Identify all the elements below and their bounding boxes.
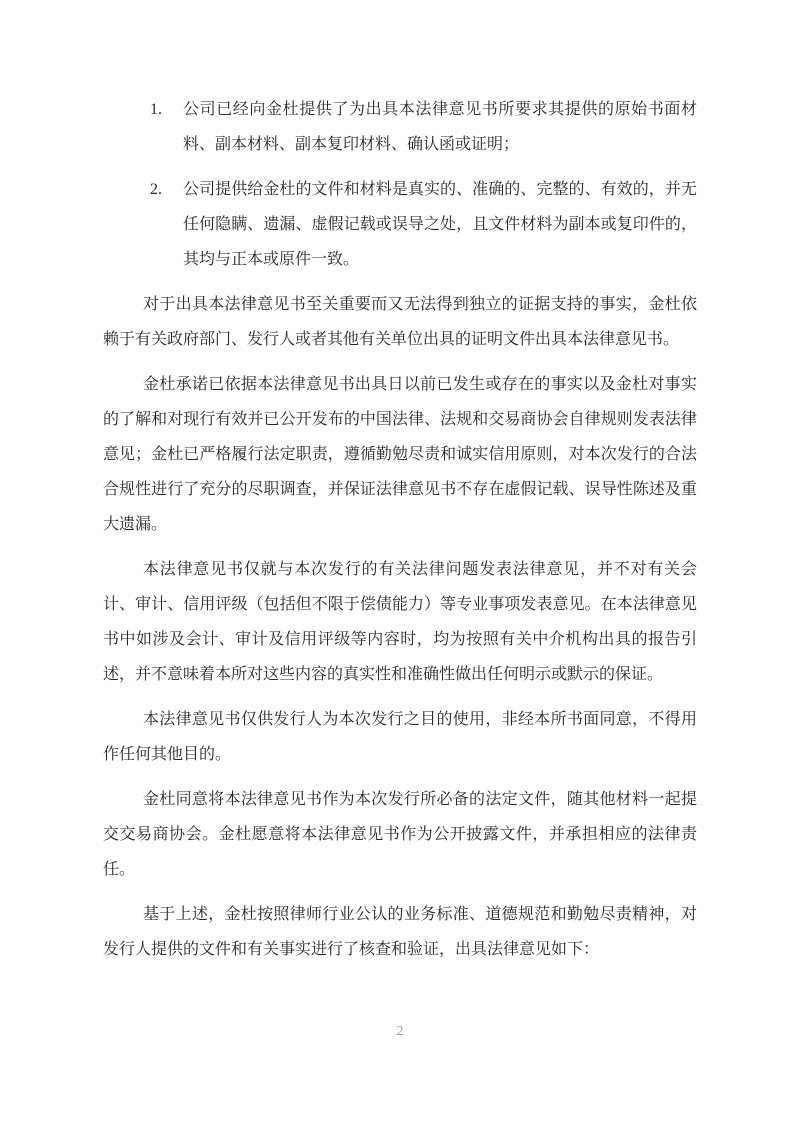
numbered-item-2 <box>103 172 697 277</box>
paragraph-opinion-introduction: 基于上述，金杜按照律师行业公认的业务标准、道德规范和勤勉尽责精神，对发行人提供的文件和有关事实进行了核查和验证，出具法律意见如下： <box>103 906 697 958</box>
paragraph-consent-to-filing: 金杜同意将本法律意见书作为本次发行所必备的法定文件，随其他材料一起提交交易商协会。金杜愿意将本法律意见书作为公开披露文件，并承担相应的法律责任。 <box>103 791 697 878</box>
list-item-text-1: 公司已经向金杜提供了为出具本法律意见书所要求其提供的原始书面材料、副本材料、副本复印材料、确认函或证明； <box>183 101 697 153</box>
paragraph-reliance-on-certificates: 对于出具本法律意见书至关重要而又无法得到独立的证据支持的事实，金杜依赖于有关政府部门、发行人或者其他有关单位出具的证明文件出具本法律意见书。 <box>103 296 697 348</box>
list-number-1: 1. <box>150 101 162 118</box>
document-body <box>103 92 697 967</box>
paragraph-scope-of-opinion: 本法律意见书仅就与本次发行的有关法律问题发表法律意见，并不对有关会计、审计、信用评级（包括但不限于偿债能力）等专业事项发表意见。在本法律意见书中如涉及会计、审计及信用评级等内容时，均为按照有关中介机构出具的报告引述，并不意味着本所对这些内容的真实性和准确性做出任何明示或默示的保证。 <box>103 561 697 683</box>
paragraph-firm-undertaking: 金杜承诺已依据本法律意见书出具日以前已发生或存在的事实以及金杜对事实的了解和对现行有效并已公开发布的中国法律、法规和交易商协会自律规则发表法律意见；金杜已严格履行法定职责，遵循勤勉尽责和诚实信用原则，对本次发行的合法合规性进行了充分的尽职调查，并保证法律意见书不存在虚假记载、误导性陈述及重大遗漏。 <box>103 376 697 533</box>
list-item-text-2: 公司提供给金杜的文件和材料是真实的、准确的、完整的、有效的，并无任何隐瞒、遗漏、虚假记载或误导之处，且文件材料为副本或复印件的，其均与正本或原件一致。 <box>183 181 697 268</box>
numbered-item-1 <box>103 92 697 162</box>
list-number-2: 2. <box>150 181 162 198</box>
page-number: 2 <box>396 1024 404 1039</box>
paragraph-use-restriction: 本法律意见书仅供发行人为本次发行之目的使用，非经本所书面同意，不得用作任何其他目的。 <box>103 711 697 763</box>
